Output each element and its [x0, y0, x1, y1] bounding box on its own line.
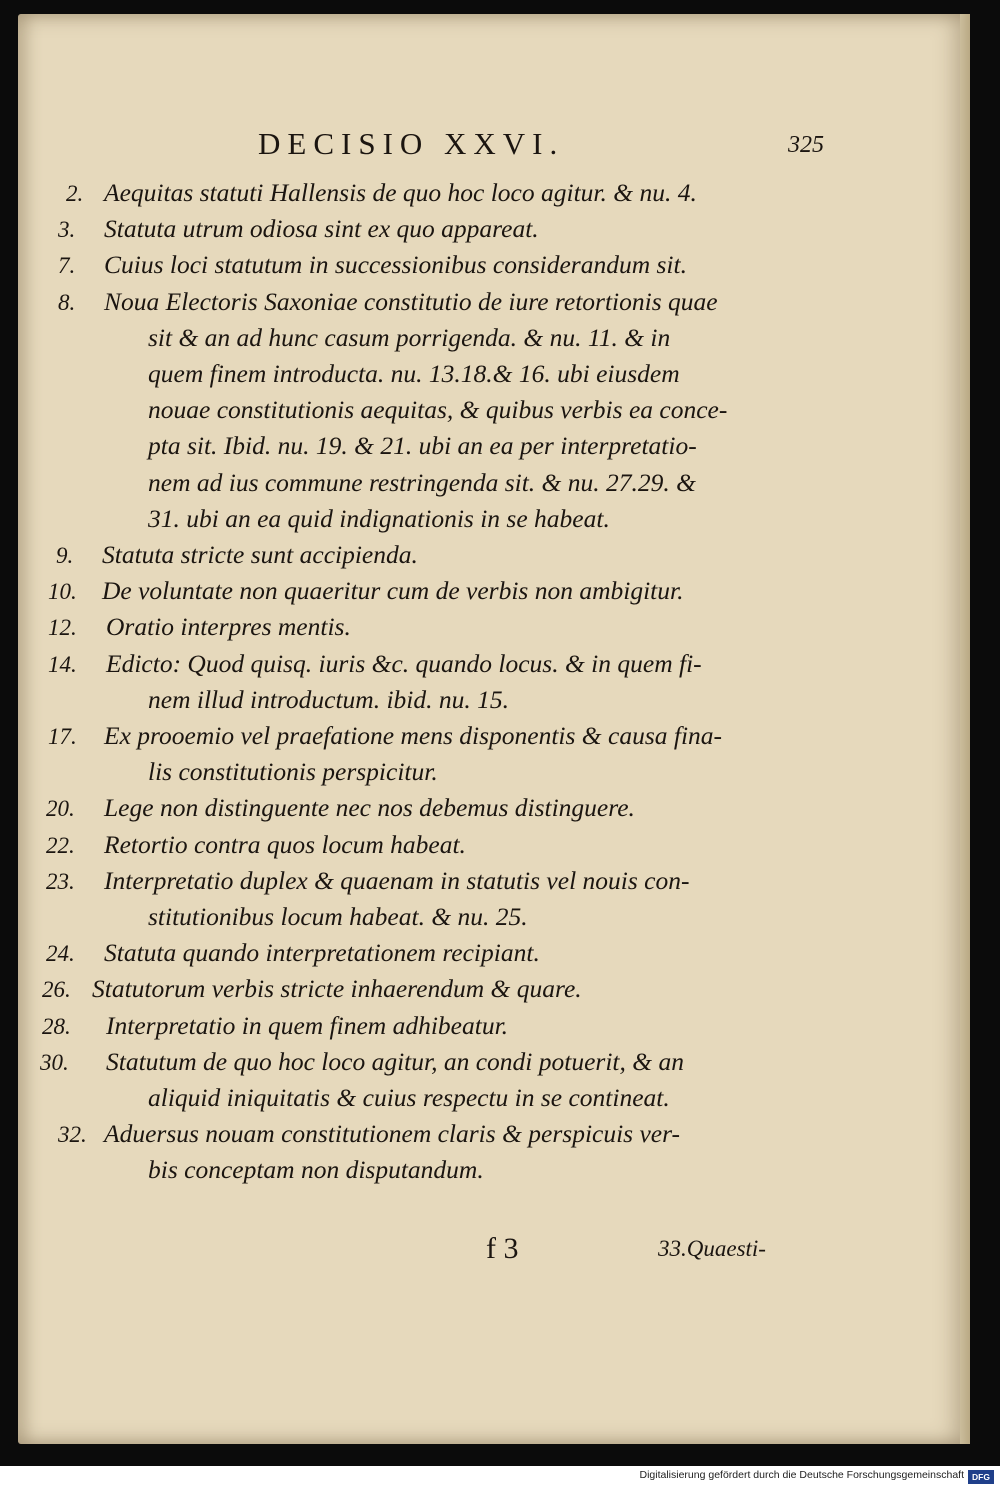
- entry-number: 17.: [48, 724, 77, 749]
- entry-text-line: pta sit. Ibid. nu. 19. & 21. ubi an ea per interpretatio-: [148, 431, 697, 461]
- entry-text-line: nem illud introductum. ibid. nu. 15.: [148, 684, 509, 714]
- entry-text-line: Aequitas statuti Hallensis de quo hoc loco agitur. & nu. 4.: [104, 178, 697, 207]
- entry-text-line: aliquid iniquitatis & cuius respectu in se contineat.: [148, 1083, 670, 1112]
- entry-text-line: Statutorum verbis stricte inhaerendum & quare.: [92, 974, 582, 1004]
- running-head: DECISIO XXVI.: [258, 126, 565, 161]
- entry-text-line: Interpretatio in quem finem adhibeatur.: [106, 1010, 509, 1040]
- entry-text-line: nouae constitutionis aequitas, & quibus verbis ea conce-: [148, 395, 728, 425]
- entry-number: 20.: [46, 796, 75, 822]
- funding-credit: Digitalisierung gefördert durch die Deutsche Forschungsgemeinschaft: [639, 1469, 964, 1481]
- entry-text-line: Lege non distinguente nec nos debemus distinguere.: [104, 793, 635, 823]
- entry-text-line: De voluntate non quaeritur cum de verbis non ambigitur.: [102, 576, 684, 606]
- entry-text-line: bis conceptam non disputandum.: [148, 1155, 484, 1185]
- entry-number: 9.: [56, 543, 74, 568]
- entry-text-line: Statuta utrum odiosa sint ex quo appareat.: [104, 214, 539, 244]
- page-edge: [960, 14, 970, 1444]
- entry-number: 2.: [66, 181, 84, 206]
- entry-number: 10.: [48, 579, 77, 605]
- entry-text-line: stitutionibus locum habeat. & nu. 25.: [148, 902, 528, 931]
- signature-mark: f 3: [486, 1232, 519, 1265]
- entry-number: 26.: [42, 977, 71, 1003]
- entry-text-line: sit & an ad hunc casum porrigenda. & nu. 11. & in: [148, 322, 671, 352]
- entry-text-line: lis constitutionis perspicitur.: [148, 757, 438, 787]
- entry-number: 12.: [48, 615, 77, 641]
- entry-number: 7.: [58, 253, 76, 279]
- page-number: 325: [788, 132, 824, 158]
- entry-number: 32.: [58, 1122, 87, 1148]
- footer-bar: [0, 1466, 1000, 1489]
- dfg-logo: DFG: [968, 1470, 994, 1484]
- entry-number: 30.: [40, 1049, 69, 1075]
- entry-text-line: Statutum de quo hoc loco agitur, an condi potuerit, & an: [106, 1046, 684, 1076]
- entry-text-line: Oratio interpres mentis.: [106, 612, 351, 642]
- entry-text-line: Cuius loci statutum in successionibus considerandum sit.: [104, 250, 687, 280]
- entry-text-line: Retortio contra quos locum habeat.: [104, 829, 466, 859]
- entry-text-line: Aduersus nouam constitutionem claris & perspicuis ver-: [104, 1119, 681, 1149]
- entry-number: 22.: [46, 832, 75, 858]
- entry-text-line: quem finem introducta. nu. 13.18.& 16. ubi eiusdem: [148, 359, 680, 388]
- entry-text-line: Interpretatio duplex & quaenam in statutis vel nouis con-: [104, 865, 690, 895]
- entry-number: 24.: [46, 941, 75, 967]
- entry-number: 14.: [48, 651, 77, 677]
- book-page: [18, 14, 970, 1444]
- catchword: 33.Quaesti-: [658, 1236, 766, 1261]
- entry-text-line: Statuta quando interpretationem recipiant.: [104, 938, 540, 968]
- entry-text-line: Edicto: Quod quisq. iuris &c. quando locus. & in quem fi-: [106, 648, 702, 678]
- entry-number: 28.: [42, 1013, 71, 1039]
- entry-number: 23.: [46, 868, 75, 894]
- entry-text-line: Statuta stricte sunt accipienda.: [102, 540, 418, 569]
- entry-number: 8.: [58, 289, 76, 315]
- entry-text-line: Ex prooemio vel praefatione mens disponentis & causa fina-: [104, 721, 723, 750]
- entry-text-line: 31. ubi an ea quid indignationis in se habeat.: [148, 503, 610, 533]
- entry-text-line: Noua Electoris Saxoniae constitutio de iure retortionis quae: [104, 286, 718, 316]
- entry-number: 3.: [58, 217, 76, 243]
- entry-text-line: nem ad ius commune restringenda sit. & nu. 27.29. &: [148, 467, 696, 497]
